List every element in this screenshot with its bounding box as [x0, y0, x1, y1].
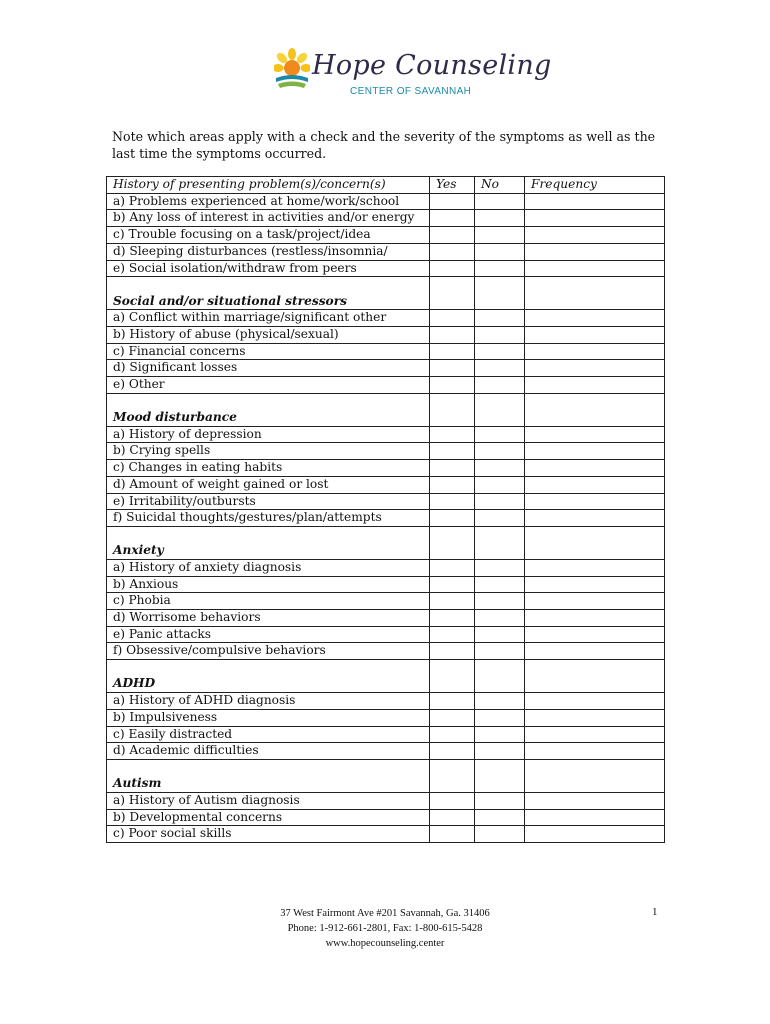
section-title: Autism: [107, 759, 430, 792]
table-row: [107, 809, 665, 826]
frequency-cell[interactable]: [525, 193, 665, 210]
no-cell[interactable]: [475, 792, 525, 809]
frequency-cell[interactable]: [525, 227, 665, 244]
no-cell[interactable]: [475, 660, 525, 693]
item-label: b) Crying spells: [107, 443, 430, 460]
no-cell[interactable]: [475, 610, 525, 627]
frequency-cell[interactable]: [525, 626, 665, 643]
header-no: No: [475, 177, 525, 194]
no-cell[interactable]: [475, 709, 525, 726]
frequency-cell[interactable]: [525, 426, 665, 443]
table-row: [107, 743, 665, 760]
table-row: [107, 310, 665, 327]
frequency-cell[interactable]: [525, 660, 665, 693]
item-label: e) Panic attacks: [107, 626, 430, 643]
no-cell[interactable]: [475, 743, 525, 760]
frequency-cell[interactable]: [525, 393, 665, 426]
no-cell[interactable]: [475, 693, 525, 710]
yes-cell[interactable]: [430, 493, 475, 510]
table-row: [107, 360, 665, 377]
item-label: b) Developmental concerns: [107, 809, 430, 826]
no-cell[interactable]: [475, 426, 525, 443]
item-label: b) Impulsiveness: [107, 709, 430, 726]
section-title: Mood disturbance: [107, 393, 430, 426]
frequency-cell[interactable]: [525, 726, 665, 743]
header-history: History of presenting problem(s)/concern(s): [107, 177, 430, 194]
yes-cell[interactable]: [430, 377, 475, 394]
footer-address: 37 West Fairmont Ave #201 Savannah, Ga. 31406: [280, 908, 490, 919]
table-row: [107, 610, 665, 627]
item-label: e) Irritability/outbursts: [107, 493, 430, 510]
section-row: [107, 526, 665, 559]
frequency-cell[interactable]: [525, 693, 665, 710]
table-row: [107, 709, 665, 726]
item-label: b) Any loss of interest in activities and/or energy: [107, 210, 430, 227]
yes-cell[interactable]: [430, 277, 475, 310]
no-cell[interactable]: [475, 310, 525, 327]
no-cell[interactable]: [475, 243, 525, 260]
yes-cell[interactable]: [430, 510, 475, 527]
item-label: a) History of Autism diagnosis: [107, 792, 430, 809]
table-row: [107, 227, 665, 244]
yes-cell[interactable]: [430, 576, 475, 593]
table-row: [107, 326, 665, 343]
frequency-cell[interactable]: [525, 643, 665, 660]
frequency-cell[interactable]: [525, 493, 665, 510]
symptom-checklist-table: [106, 176, 665, 843]
no-cell[interactable]: [475, 360, 525, 377]
frequency-cell[interactable]: [525, 709, 665, 726]
table-row: [107, 559, 665, 576]
frequency-cell[interactable]: [525, 310, 665, 327]
frequency-cell[interactable]: [525, 360, 665, 377]
section-title: Anxiety: [107, 526, 430, 559]
table-row: [107, 576, 665, 593]
yes-cell[interactable]: [430, 193, 475, 210]
table-row: [107, 443, 665, 460]
no-cell[interactable]: [475, 460, 525, 477]
frequency-cell[interactable]: [525, 826, 665, 843]
frequency-cell[interactable]: [525, 593, 665, 610]
item-label: e) Other: [107, 377, 430, 394]
no-cell[interactable]: [475, 343, 525, 360]
item-label: c) Phobia: [107, 593, 430, 610]
yes-cell[interactable]: [430, 826, 475, 843]
frequency-cell[interactable]: [525, 510, 665, 527]
section-row: [107, 660, 665, 693]
no-cell[interactable]: [475, 210, 525, 227]
yes-cell[interactable]: [430, 759, 475, 792]
item-label: d) Worrisome behaviors: [107, 610, 430, 627]
table-row: [107, 377, 665, 394]
table-row: [107, 476, 665, 493]
item-label: c) Trouble focusing on a task/project/idea: [107, 227, 430, 244]
no-cell[interactable]: [475, 443, 525, 460]
section-row: [107, 393, 665, 426]
no-cell[interactable]: [475, 826, 525, 843]
frequency-cell[interactable]: [525, 260, 665, 277]
table-row: [107, 593, 665, 610]
no-cell[interactable]: [475, 576, 525, 593]
no-cell[interactable]: [475, 510, 525, 527]
yes-cell[interactable]: [430, 260, 475, 277]
frequency-cell[interactable]: [525, 809, 665, 826]
item-label: f) Suicidal thoughts/gestures/plan/attempts: [107, 510, 430, 527]
footer-phone: Phone: 1-912-661-2801, Fax: 1-800-615-5428: [287, 923, 483, 934]
yes-cell[interactable]: [430, 726, 475, 743]
frequency-cell[interactable]: [525, 743, 665, 760]
no-cell[interactable]: [475, 726, 525, 743]
no-cell[interactable]: [475, 277, 525, 310]
no-cell[interactable]: [475, 260, 525, 277]
frequency-cell[interactable]: [525, 443, 665, 460]
yes-cell[interactable]: [430, 643, 475, 660]
no-cell[interactable]: [475, 326, 525, 343]
item-label: a) Conflict within marriage/significant other: [107, 310, 430, 327]
header-frequency: Frequency: [525, 177, 665, 194]
frequency-cell[interactable]: [525, 326, 665, 343]
frequency-cell[interactable]: [525, 559, 665, 576]
yes-cell[interactable]: [430, 709, 475, 726]
yes-cell[interactable]: [430, 476, 475, 493]
no-cell[interactable]: [475, 559, 525, 576]
yes-cell[interactable]: [430, 310, 475, 327]
section-row: [107, 759, 665, 792]
yes-cell[interactable]: [430, 743, 475, 760]
yes-cell[interactable]: [430, 593, 475, 610]
header-yes: Yes: [430, 177, 475, 194]
frequency-cell[interactable]: [525, 460, 665, 477]
section-title: Social and/or situational stressors: [107, 277, 430, 310]
table-row: [107, 260, 665, 277]
logo-subtitle: CENTER OF SAVANNAH: [350, 86, 472, 97]
item-label: a) History of ADHD diagnosis: [107, 693, 430, 710]
frequency-cell[interactable]: [525, 277, 665, 310]
frequency-cell[interactable]: [525, 759, 665, 792]
logo-title: Hope Counseling: [312, 50, 552, 81]
intro-text: Note which areas apply with a check and the severity of the symptoms as well as the last time the symptoms occurred.: [112, 129, 656, 161]
page-number: 1: [652, 906, 658, 918]
table-row: [107, 426, 665, 443]
no-cell[interactable]: [475, 493, 525, 510]
table-row: [107, 826, 665, 843]
table-row: [107, 493, 665, 510]
yes-cell[interactable]: [430, 559, 475, 576]
no-cell[interactable]: [475, 227, 525, 244]
table-row: [107, 460, 665, 477]
yes-cell[interactable]: [430, 360, 475, 377]
section-row: [107, 277, 665, 310]
frequency-cell[interactable]: [525, 243, 665, 260]
table-row: [107, 643, 665, 660]
no-cell[interactable]: [475, 643, 525, 660]
no-cell[interactable]: [475, 809, 525, 826]
frequency-cell[interactable]: [525, 576, 665, 593]
yes-cell[interactable]: [430, 393, 475, 426]
item-label: a) History of anxiety diagnosis: [107, 559, 430, 576]
logo: [274, 48, 552, 100]
item-label: c) Poor social skills: [107, 826, 430, 843]
footer-website: www.hopecounseling.center: [325, 938, 445, 949]
no-cell[interactable]: [475, 193, 525, 210]
item-label: d) Academic difficulties: [107, 743, 430, 760]
item-label: b) History of abuse (physical/sexual): [107, 326, 430, 343]
sun-logo-icon: [274, 48, 310, 92]
yes-cell[interactable]: [430, 610, 475, 627]
no-cell[interactable]: [475, 377, 525, 394]
yes-cell[interactable]: [430, 443, 475, 460]
table-row: [107, 626, 665, 643]
item-label: e) Social isolation/withdraw from peers: [107, 260, 430, 277]
frequency-cell[interactable]: [525, 476, 665, 493]
yes-cell[interactable]: [430, 660, 475, 693]
yes-cell[interactable]: [430, 792, 475, 809]
item-label: a) Problems experienced at home/work/school: [107, 193, 430, 210]
table-row: [107, 210, 665, 227]
yes-cell[interactable]: [430, 693, 475, 710]
item-label: d) Significant losses: [107, 360, 430, 377]
frequency-cell[interactable]: [525, 610, 665, 627]
table-row: [107, 243, 665, 260]
item-label: c) Financial concerns: [107, 343, 430, 360]
table-row: [107, 510, 665, 527]
yes-cell[interactable]: [430, 227, 475, 244]
frequency-cell[interactable]: [525, 377, 665, 394]
item-label: a) History of depression: [107, 426, 430, 443]
table-header-row: [107, 177, 665, 194]
table-row: [107, 693, 665, 710]
item-label: c) Easily distracted: [107, 726, 430, 743]
yes-cell[interactable]: [430, 460, 475, 477]
no-cell[interactable]: [475, 759, 525, 792]
no-cell[interactable]: [475, 626, 525, 643]
frequency-cell[interactable]: [525, 210, 665, 227]
frequency-cell[interactable]: [525, 343, 665, 360]
yes-cell[interactable]: [430, 526, 475, 559]
yes-cell[interactable]: [430, 626, 475, 643]
item-label: c) Changes in eating habits: [107, 460, 430, 477]
yes-cell[interactable]: [430, 243, 475, 260]
frequency-cell[interactable]: [525, 792, 665, 809]
no-cell[interactable]: [475, 393, 525, 426]
table-row: [107, 726, 665, 743]
table-row: [107, 792, 665, 809]
table-row: [107, 343, 665, 360]
yes-cell[interactable]: [430, 210, 475, 227]
item-label: d) Sleeping disturbances (restless/insomnia/: [107, 243, 430, 260]
no-cell[interactable]: [475, 526, 525, 559]
no-cell[interactable]: [475, 476, 525, 493]
yes-cell[interactable]: [430, 809, 475, 826]
table-row: [107, 193, 665, 210]
section-title: ADHD: [107, 660, 430, 693]
item-label: b) Anxious: [107, 576, 430, 593]
yes-cell[interactable]: [430, 343, 475, 360]
yes-cell[interactable]: [430, 426, 475, 443]
yes-cell[interactable]: [430, 326, 475, 343]
no-cell[interactable]: [475, 593, 525, 610]
item-label: d) Amount of weight gained or lost: [107, 476, 430, 493]
frequency-cell[interactable]: [525, 526, 665, 559]
item-label: f) Obsessive/compulsive behaviors: [107, 643, 430, 660]
